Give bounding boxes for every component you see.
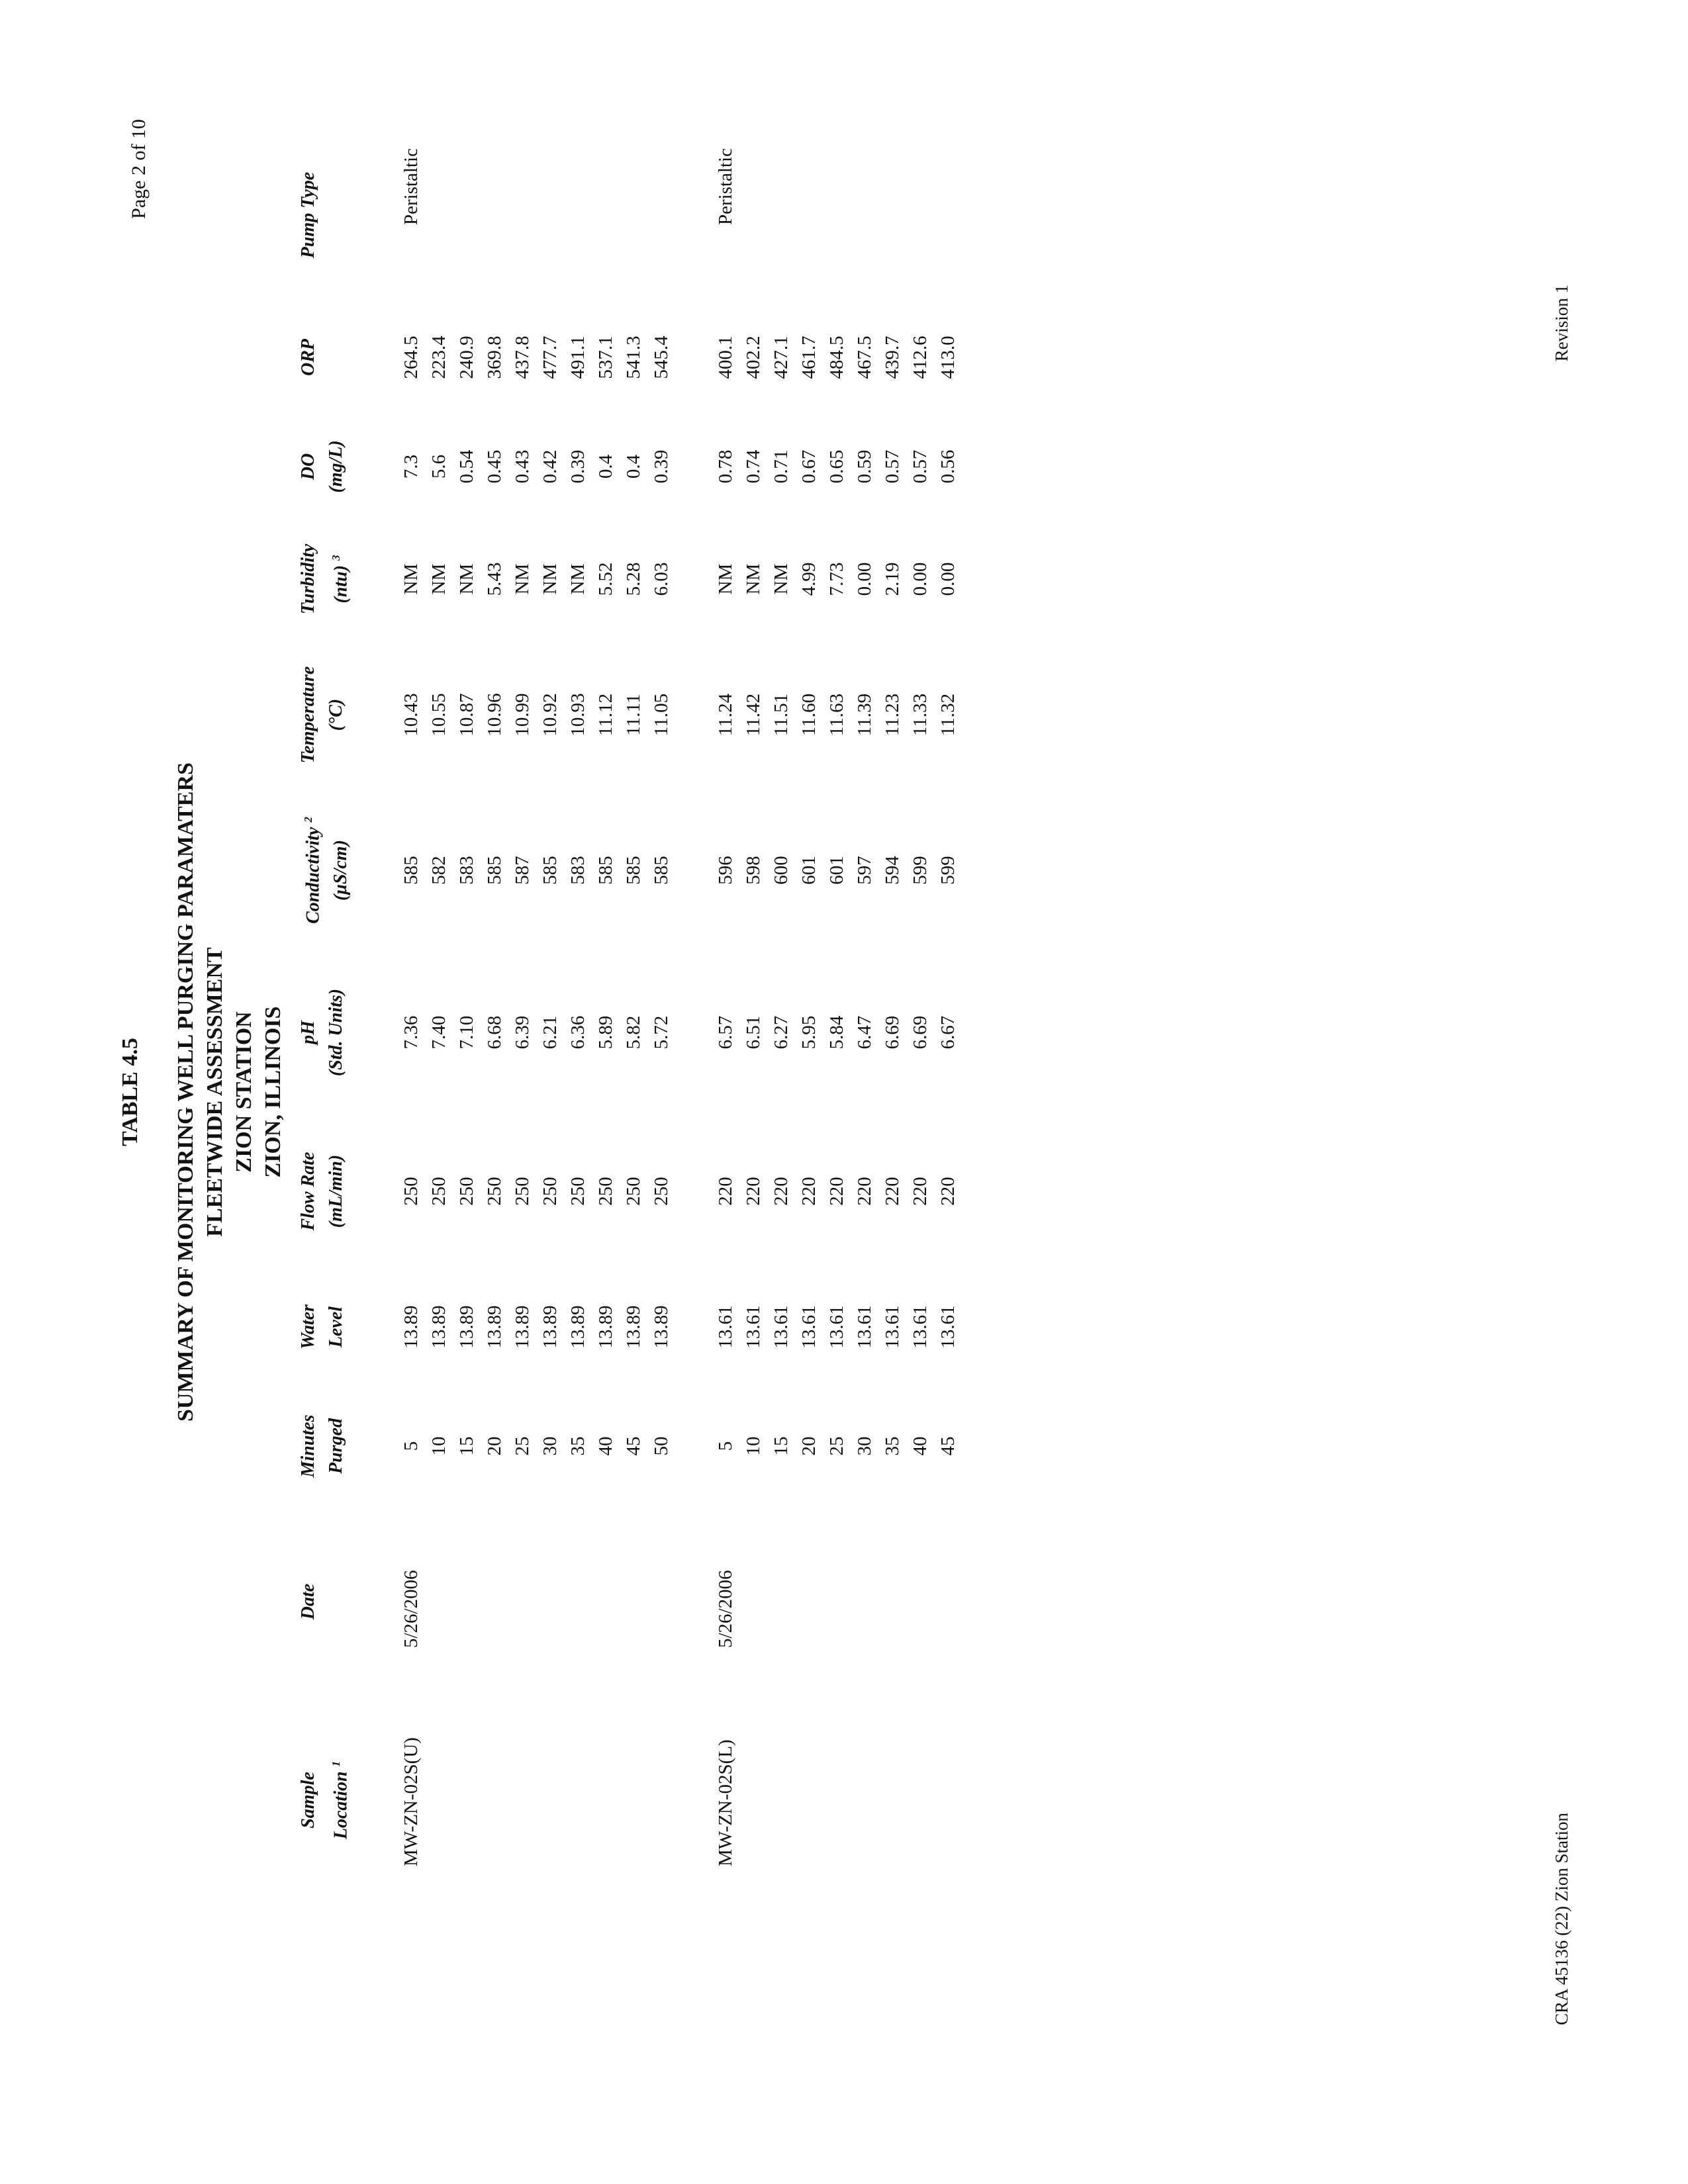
table-cell: NM	[771, 563, 792, 595]
group-2-flow-rate-column	[712, 1132, 962, 1251]
table-cell: 0.56	[937, 449, 959, 484]
group-2-conductivity-column	[712, 794, 962, 946]
table-cell: 402.2	[743, 336, 764, 379]
table-cell: 13.89	[623, 1305, 644, 1349]
table-number: TABLE 4.5	[118, 1038, 142, 1146]
group-2-temperature-column	[712, 642, 962, 788]
table-cell: 11.51	[771, 693, 792, 737]
table-cell: 13.61	[937, 1305, 959, 1349]
table-cell: 585	[623, 856, 644, 885]
table-cell: 477.7	[539, 336, 561, 379]
header-pump-type: Pump Type	[298, 171, 318, 259]
table-cell: 45	[623, 1436, 644, 1456]
table-cell: 220	[715, 1177, 736, 1206]
table-cell: 599	[910, 856, 931, 885]
table-subtitle-location: ZION, ILLINOIS	[261, 1006, 285, 1178]
table-cell: 0.43	[512, 449, 533, 484]
table-cell: 597	[854, 856, 875, 885]
group-2-turbidity-column	[712, 523, 962, 635]
header-conductivity: Conductivity $^2$ (μS/cm)	[302, 817, 352, 924]
table-cell: 240.9	[456, 336, 477, 379]
header-minutes-purged: Minutes Purged	[298, 1414, 346, 1478]
table-cell: 15	[771, 1436, 792, 1456]
table-cell: 10.92	[539, 693, 561, 737]
table-cell: 11.33	[910, 693, 931, 737]
table-cell: 11.32	[937, 693, 959, 737]
table-cell: 11.60	[798, 693, 820, 737]
header-turbidity: Turbidity (ntu) $^3$	[298, 543, 352, 615]
header-dissolved-oxygen: DO (mg/L)	[298, 440, 346, 493]
table-cell: NM	[428, 563, 449, 595]
table-cell: 13.61	[743, 1305, 764, 1349]
group-2-minutes-column	[712, 1396, 962, 1496]
table-cell: 5.95	[798, 1015, 820, 1050]
table-cell: 0.67	[798, 449, 820, 484]
table-cell: 6.36	[567, 1015, 588, 1050]
group-2-date: 5/26/2006	[715, 1570, 736, 1648]
header-temperature: Temperature (°C)	[298, 666, 346, 764]
table-cell: 13.89	[400, 1305, 422, 1349]
table-cell: 585	[651, 856, 672, 885]
group-2-location: MW-ZN-02S(L)	[715, 1739, 736, 1866]
table-cell: 13.89	[428, 1305, 449, 1349]
table-cell: NM	[539, 563, 561, 595]
table-cell: 5.6	[428, 454, 449, 479]
group-1-temperature-column	[397, 642, 675, 788]
table-cell: 13.61	[715, 1305, 736, 1349]
table-cell: 10.96	[484, 693, 505, 737]
table-cell: 11.11	[623, 694, 644, 736]
table-cell: 4.99	[798, 562, 820, 596]
table-subtitle-station: ZION STATION	[232, 1011, 256, 1173]
table-cell: 250	[623, 1177, 644, 1206]
table-cell: 5.89	[595, 1015, 616, 1050]
table-cell: 583	[456, 856, 477, 885]
table-cell: 250	[428, 1177, 449, 1206]
table-cell: 7.40	[428, 1015, 449, 1050]
table-cell: 13.61	[882, 1305, 903, 1349]
table-cell: 0.59	[854, 449, 875, 484]
table-cell: 582	[428, 856, 449, 885]
table-cell: 220	[826, 1177, 847, 1206]
table-cell: 427.1	[771, 336, 792, 379]
table-cell: 0.45	[484, 449, 505, 484]
table-cell: NM	[567, 563, 588, 595]
table-cell: 25	[512, 1436, 533, 1456]
header-orp: ORP	[298, 339, 318, 376]
table-cell: 6.69	[910, 1015, 931, 1050]
table-cell: 0.57	[882, 449, 903, 484]
table-cell: 50	[651, 1436, 672, 1456]
table-cell: 6.47	[854, 1015, 875, 1050]
table-cell: 0.00	[937, 562, 959, 596]
table-cell: 369.8	[484, 336, 505, 379]
group-2-ph-column	[712, 966, 962, 1099]
table-cell: 545.4	[651, 336, 672, 379]
group-1-turbidity-column	[397, 523, 675, 635]
table-cell: 467.5	[854, 336, 875, 379]
table-cell: 20	[798, 1436, 820, 1456]
table-title-block	[116, 0, 288, 2184]
table-cell: 0.65	[826, 449, 847, 484]
table-cell: 220	[937, 1177, 959, 1206]
table-cell: 11.05	[651, 693, 672, 737]
table-cell: 35	[567, 1436, 588, 1456]
table-cell: 5.43	[484, 562, 505, 596]
table-cell: 250	[539, 1177, 561, 1206]
table-cell: 10.87	[456, 693, 477, 737]
table-cell: 5.28	[623, 562, 644, 596]
table-cell: 220	[798, 1177, 820, 1206]
table-cell: 20	[484, 1436, 505, 1456]
table-cell: 250	[567, 1177, 588, 1206]
table-cell: 45	[937, 1436, 959, 1456]
table-cell: 599	[937, 856, 959, 885]
table-cell: 10	[428, 1436, 449, 1456]
table-cell: NM	[400, 563, 422, 595]
table-cell: 5	[715, 1441, 736, 1451]
table-cell: 220	[771, 1177, 792, 1206]
table-cell: 587	[512, 856, 533, 885]
table-cell: 6.68	[484, 1015, 505, 1050]
table-cell: 35	[882, 1436, 903, 1456]
table-cell: 11.39	[854, 693, 875, 737]
table-cell: 5	[400, 1441, 422, 1451]
table-cell: 30	[539, 1436, 561, 1456]
table-cell: 10.99	[512, 693, 533, 737]
table-cell: 6.51	[743, 1015, 764, 1050]
table-cell: 5.52	[595, 562, 616, 596]
table-cell: 0.00	[910, 562, 931, 596]
table-cell: 6.69	[882, 1015, 903, 1050]
group-1-minutes-column	[397, 1396, 675, 1496]
table-cell: 0.4	[623, 454, 644, 479]
table-cell: 437.8	[512, 336, 533, 379]
table-cell: 250	[400, 1177, 422, 1206]
table-cell: 10.55	[428, 693, 449, 737]
page-number: Page 2 of 10	[128, 119, 150, 219]
table-cell: 7.36	[400, 1015, 422, 1050]
table-cell: 2.19	[882, 562, 903, 596]
table-cell: 223.4	[428, 336, 449, 379]
table-cell: 5.82	[623, 1015, 644, 1050]
table-cell: NM	[743, 563, 764, 595]
revision-label: Revision 1	[1552, 285, 1571, 362]
table-cell: 0.71	[771, 449, 792, 484]
table-cell: 10.93	[567, 693, 588, 737]
table-cell: 0.00	[854, 562, 875, 596]
table-cell: 10.43	[400, 693, 422, 737]
table-cell: 585	[539, 856, 561, 885]
table-cell: 6.27	[771, 1015, 792, 1050]
group-1-orp-column	[397, 311, 675, 404]
table-cell: 0.74	[743, 449, 764, 484]
table-cell: 5.72	[651, 1015, 672, 1050]
table-cell: 11.63	[826, 693, 847, 737]
table-cell: 439.7	[882, 336, 903, 379]
table-cell: 6.57	[715, 1015, 736, 1050]
table-cell: 400.1	[715, 336, 736, 379]
footer-document-id: CRA 45136 (22) Zion Station	[1552, 1812, 1571, 2025]
table-cell: 11.12	[595, 693, 616, 737]
table-cell: 13.61	[771, 1305, 792, 1349]
table-cell: 0.39	[567, 449, 588, 484]
table-cell: 0.42	[539, 449, 561, 484]
header-ph: pH (Std. Units)	[298, 988, 346, 1077]
table-cell: 13.89	[651, 1305, 672, 1349]
table-cell: 11.23	[882, 693, 903, 737]
table-cell: 594	[882, 856, 903, 885]
table-cell: 0.57	[910, 449, 931, 484]
table-cell: 6.39	[512, 1015, 533, 1050]
table-cell: 7.73	[826, 562, 847, 596]
table-cell: 250	[456, 1177, 477, 1206]
group-2-pump-type: Peristaltic	[715, 148, 736, 225]
header-date: Date	[298, 1583, 318, 1620]
table-cell: 13.89	[456, 1305, 477, 1349]
group-1-conductivity-column	[397, 794, 675, 946]
group-2-orp-column	[712, 311, 962, 404]
table-cell: NM	[715, 563, 736, 595]
table-cell: 0.39	[651, 449, 672, 484]
group-1-flow-rate-column	[397, 1132, 675, 1251]
group-1-date: 5/26/2006	[400, 1570, 422, 1648]
table-cell: 40	[910, 1436, 931, 1456]
table-cell: 13.89	[539, 1305, 561, 1349]
table-cell: 7.3	[400, 454, 422, 479]
table-cell: 30	[854, 1436, 875, 1456]
table-cell: 537.1	[595, 336, 616, 379]
table-cell: 11.24	[715, 693, 736, 737]
table-cell: 461.7	[798, 336, 820, 379]
table-cell: 0.4	[595, 454, 616, 479]
table-cell: 15	[456, 1436, 477, 1456]
table-cell: 6.03	[651, 562, 672, 596]
header-sample-location: Sample Location $^1$	[298, 1760, 352, 1840]
table-cell: 13.89	[567, 1305, 588, 1349]
table-cell: 250	[512, 1177, 533, 1206]
table-cell: 413.0	[937, 336, 959, 379]
table-cell: 5.84	[826, 1015, 847, 1050]
table-cell: 6.21	[539, 1015, 561, 1050]
table-cell: 491.1	[567, 336, 588, 379]
table-cell: 10	[743, 1436, 764, 1456]
group-2-water-level-column	[712, 1284, 962, 1370]
table-cell: 7.10	[456, 1015, 477, 1050]
table-cell: 250	[595, 1177, 616, 1206]
table-cell: 220	[882, 1177, 903, 1206]
table-cell: 598	[743, 856, 764, 885]
table-cell: 264.5	[400, 336, 422, 379]
table-cell: 585	[595, 856, 616, 885]
table-cell: 11.42	[743, 693, 764, 737]
group-2-dissolved-oxygen-column	[712, 424, 962, 510]
table-cell: 596	[715, 856, 736, 885]
table-cell: 250	[651, 1177, 672, 1206]
group-1-ph-column	[397, 966, 675, 1099]
table-cell: 220	[854, 1177, 875, 1206]
table-cell: 585	[400, 856, 422, 885]
table-cell: 585	[484, 856, 505, 885]
table-cell: 0.54	[456, 449, 477, 484]
group-1-pump-type: Peristaltic	[400, 148, 422, 225]
header-water-level: Water Level	[298, 1304, 346, 1349]
table-subtitle-assessment: FLEETWIDE ASSESSMENT	[203, 947, 227, 1237]
table-cell: 6.67	[937, 1015, 959, 1050]
table-title: SUMMARY OF MONITORING WELL PURGING PARAMATERS	[173, 762, 198, 1422]
table-cell: 25	[826, 1436, 847, 1456]
table-cell: 13.89	[595, 1305, 616, 1349]
table-cell: NM	[456, 563, 477, 595]
table-cell: 601	[798, 856, 820, 885]
table-cell: 220	[910, 1177, 931, 1206]
table-cell: 250	[484, 1177, 505, 1206]
table-cell: 220	[743, 1177, 764, 1206]
table-cell: 13.61	[826, 1305, 847, 1349]
table-cell: 13.61	[798, 1305, 820, 1349]
header-flow-rate: Flow Rate (mL/min)	[298, 1152, 346, 1231]
table-cell: 600	[771, 856, 792, 885]
group-1-dissolved-oxygen-column	[397, 424, 675, 510]
table-cell: 13.89	[512, 1305, 533, 1349]
group-1-water-level-column	[397, 1284, 675, 1370]
table-cell: 583	[567, 856, 588, 885]
table-cell: 13.61	[910, 1305, 931, 1349]
table-cell: 13.89	[484, 1305, 505, 1349]
table-cell: 541.3	[623, 336, 644, 379]
table-cell: 601	[826, 856, 847, 885]
table-cell: 412.6	[910, 336, 931, 379]
table-cell: 40	[595, 1436, 616, 1456]
table-cell: NM	[512, 563, 533, 595]
table-cell: 484.5	[826, 336, 847, 379]
table-cell: 0.78	[715, 449, 736, 484]
table-cell: 13.61	[854, 1305, 875, 1349]
group-1-location: MW-ZN-02S(U)	[400, 1737, 422, 1866]
